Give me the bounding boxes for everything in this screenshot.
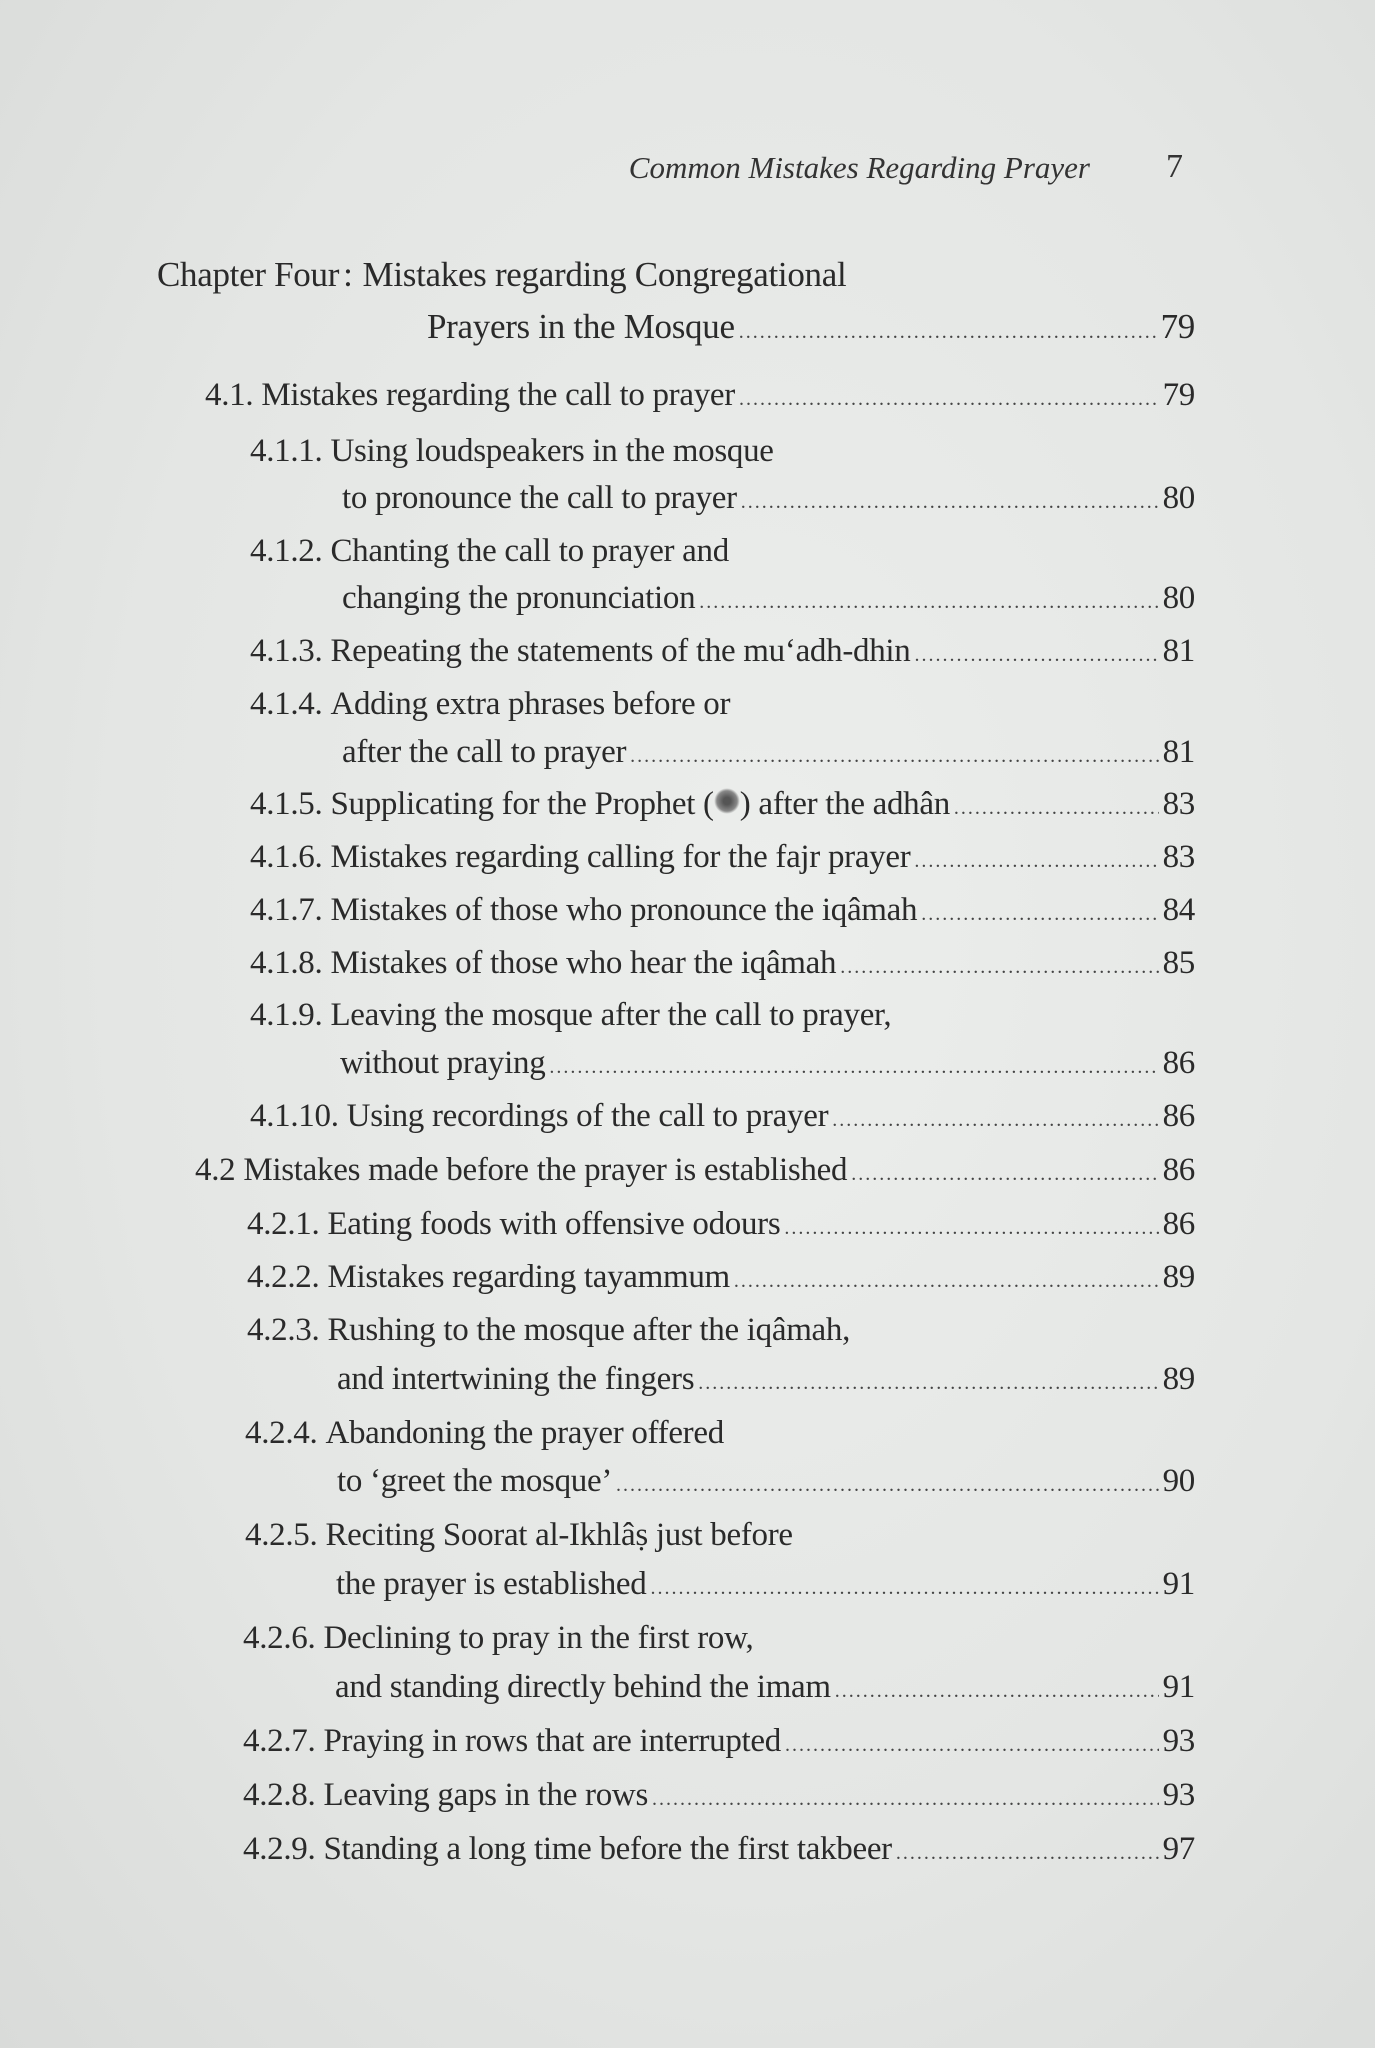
leader-dots [616, 1474, 1159, 1497]
leader-dots [741, 491, 1159, 514]
entry-number: 4.1.4. [250, 686, 323, 722]
entry-page: 84 [1162, 892, 1195, 928]
entry-number: 4.1.2. [250, 533, 323, 569]
entry-page: 97 [1162, 1831, 1195, 1867]
entry-page: 89 [1162, 1361, 1195, 1397]
salutation-glyph-icon [714, 788, 740, 814]
entry-title: Chanting the call to prayer and [330, 533, 729, 569]
entry-page: 79 [1162, 377, 1195, 413]
entry-page: 81 [1162, 633, 1195, 669]
entry-number: 4.1.1. [250, 433, 323, 469]
leader-dots [549, 1056, 1158, 1079]
entry-page: 93 [1162, 1777, 1195, 1813]
entry-title-cont: without praying [340, 1045, 546, 1081]
leader-dots [896, 1842, 1159, 1865]
toc-entry[interactable] [243, 1831, 1195, 1881]
toc-entry-chapter[interactable] [427, 307, 1195, 357]
entry-page: 80 [1162, 480, 1195, 516]
entry-number: 4.1.9. [250, 997, 323, 1033]
entry-title: Mistakes of those who hear the iqâmah [330, 945, 837, 981]
entry-title: Leaving the mosque after the call to prayer, [330, 997, 892, 1033]
running-head [0, 150, 1375, 200]
entry-page: 86 [1162, 1206, 1195, 1242]
entry-page: 80 [1162, 580, 1195, 616]
leader-dots [914, 644, 1158, 667]
entry-title-cont: and intertwining the fingers [337, 1361, 695, 1397]
toc-entry-continuation[interactable] [337, 1361, 1195, 1411]
entry-title-part1: Supplicating for the Prophet ( [330, 786, 714, 822]
leader-dots [739, 388, 1159, 411]
entry-title-cont: to pronounce the call to prayer [342, 480, 737, 516]
entry-number: 4.1.7. [250, 892, 323, 928]
entry-page: 93 [1162, 1723, 1195, 1759]
toc-entry[interactable] [205, 377, 1195, 427]
toc-entry[interactable] [250, 892, 1195, 942]
entry-page: 83 [1162, 839, 1195, 875]
entry-number: 4.2.9. [243, 1831, 316, 1867]
leader-dots [914, 850, 1158, 873]
toc-entry[interactable] [250, 786, 1195, 836]
entry-title: Standing a long time before the first takbeer [323, 1831, 892, 1867]
entry-title: Reciting Soorat al-Ikhlâṣ just before [325, 1517, 793, 1553]
entry-title: Eating foods with offensive odours [327, 1206, 781, 1242]
entry-number: 4.2.4. [245, 1415, 318, 1451]
entry-number: 4.1.8. [250, 945, 323, 981]
toc-entry[interactable] [243, 1777, 1195, 1827]
toc-entry[interactable] [247, 1312, 850, 1362]
leader-dots [840, 956, 1158, 979]
toc-entry[interactable] [250, 997, 891, 1047]
entry-title-cont: changing the pronunciation [342, 580, 696, 616]
toc-entry[interactable] [250, 1098, 1195, 1148]
toc-entry[interactable] [243, 1620, 753, 1670]
entry-title: Mistakes regarding the call to prayer [261, 377, 735, 413]
entry-title: Adding extra phrases before or [330, 686, 731, 722]
toc-entry[interactable] [250, 945, 1195, 995]
entry-number: 4.2.5. [245, 1517, 318, 1553]
leader-dots [921, 903, 1158, 926]
entry-title-part2: ) after the adhân [739, 786, 950, 822]
entry-number: 4.1.10. [250, 1098, 339, 1134]
toc-entry-continuation[interactable] [335, 1669, 1195, 1719]
leader-dots [698, 1372, 1158, 1395]
leader-dots [652, 1788, 1159, 1811]
entry-title: Praying in rows that are interrupted [323, 1723, 781, 1759]
entry-page: 90 [1162, 1463, 1195, 1499]
toc-entry[interactable] [250, 633, 1195, 683]
toc-entry-continuation[interactable] [342, 480, 1195, 530]
entry-number: 4.1.6. [250, 839, 323, 875]
entry-number: 4.2 [195, 1152, 236, 1188]
chapter-separator: : [343, 255, 353, 294]
entry-title: Mistakes of those who pronounce the iqâmah [330, 892, 918, 928]
entry-number: 4.1. [205, 377, 254, 413]
toc-entry-continuation[interactable] [342, 734, 1195, 784]
toc-entry[interactable] [195, 1152, 1195, 1202]
entry-title-cont: the prayer is established [336, 1566, 647, 1602]
leader-dots [734, 1270, 1159, 1293]
entry-title: Declining to pray in the first row, [323, 1620, 754, 1656]
leader-dots [650, 1577, 1158, 1600]
entry-page: 86 [1162, 1098, 1195, 1134]
running-head-title: Common Mistakes Regarding Prayer [628, 150, 1090, 185]
leader-dots [954, 797, 1159, 820]
entry-number: 4.1.3. [250, 633, 323, 669]
toc-entry-continuation[interactable] [342, 580, 1195, 630]
toc-entry[interactable] [247, 1259, 1195, 1309]
entry-page: 91 [1162, 1669, 1195, 1705]
entry-page: 86 [1162, 1045, 1195, 1081]
leader-dots [835, 1680, 1159, 1703]
entry-page: 81 [1162, 734, 1195, 770]
entry-title: Mistakes regarding tayammum [327, 1259, 730, 1295]
entry-number: 4.2.1. [247, 1206, 320, 1242]
toc-entry[interactable] [250, 433, 774, 483]
entry-page: 83 [1162, 786, 1195, 822]
entry-title: Abandoning the prayer offered [325, 1415, 724, 1451]
entry-number: 4.2.8. [243, 1777, 316, 1813]
toc-entry[interactable] [245, 1415, 724, 1465]
toc-entry[interactable] [250, 533, 729, 583]
entry-number: 4.2.6. [243, 1620, 316, 1656]
leader-dots [784, 1217, 1158, 1240]
entry-title: Repeating the statements of the mu‘adh-dhin [330, 633, 911, 669]
leader-dots [785, 1734, 1159, 1757]
toc-entry-continuation[interactable] [337, 1463, 1195, 1513]
chapter-page: 79 [1160, 307, 1195, 346]
leader-dots [851, 1163, 1158, 1186]
entry-title: Using recordings of the call to prayer [346, 1098, 829, 1134]
leader-dots [832, 1109, 1158, 1132]
entry-title-cont: and standing directly behind the imam [335, 1669, 831, 1705]
entry-page: 85 [1162, 945, 1195, 981]
toc-entry[interactable] [243, 1723, 1195, 1773]
entry-number: 4.2.3. [247, 1312, 320, 1348]
toc-entry[interactable] [247, 1206, 1195, 1256]
entry-title: Mistakes made before the prayer is established [243, 1152, 848, 1188]
toc-entry[interactable] [250, 839, 1195, 889]
entry-page: 91 [1162, 1566, 1195, 1602]
entry-title-cont: after the call to prayer [342, 734, 627, 770]
entry-number: 4.1.5. [250, 786, 323, 822]
leader-dots [739, 321, 1157, 344]
entry-number: 4.2.7. [243, 1723, 316, 1759]
toc-entry-continuation[interactable] [336, 1566, 1195, 1616]
chapter-title-line2: Prayers in the Mosque [427, 307, 735, 346]
entry-title-cont: to ‘greet the mosque’ [337, 1463, 613, 1499]
toc-entry[interactable] [250, 686, 730, 736]
page-number: 7 [1166, 148, 1183, 185]
entry-title: Rushing to the mosque after the iqâmah, [327, 1312, 851, 1348]
toc-entry-continuation[interactable] [340, 1045, 1195, 1095]
entry-page: 89 [1162, 1259, 1195, 1295]
toc-entry[interactable] [245, 1517, 793, 1567]
entry-number: 4.2.2. [247, 1259, 320, 1295]
entry-page: 86 [1162, 1152, 1195, 1188]
leader-dots [630, 745, 1158, 768]
chapter-label: Chapter Four [157, 255, 340, 294]
entry-title: Mistakes regarding calling for the fajr prayer [330, 839, 911, 875]
leader-dots [699, 591, 1158, 614]
chapter-heading-line1 [157, 255, 846, 305]
entry-title: Using loudspeakers in the mosque [330, 433, 774, 469]
entry-title: Leaving gaps in the rows [323, 1777, 649, 1813]
chapter-title-line1: Mistakes regarding Congregational [362, 255, 847, 294]
